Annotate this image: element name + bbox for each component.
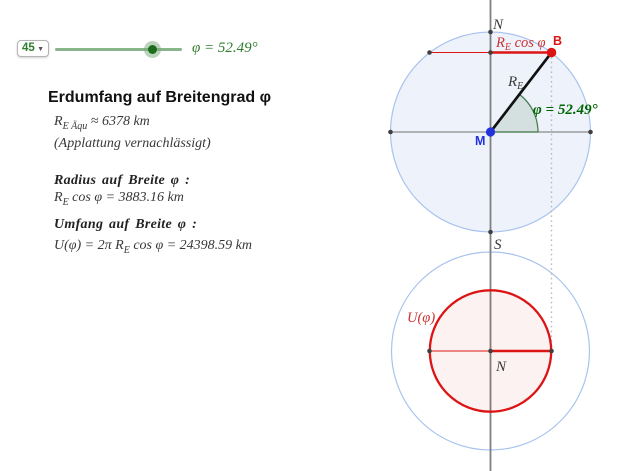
circumference-formula: U(φ) = 2π $R_E$ cos φ = 24398.59 km [54, 238, 252, 256]
equator-right-dot [588, 130, 593, 135]
equator-left-dot [388, 130, 393, 135]
point-b-label: B [553, 34, 563, 48]
point-m [486, 127, 495, 136]
re-cos-phi-label: $R_E$ cos φ [496, 35, 546, 53]
latitude-left-dot [427, 50, 432, 55]
circumference-center-label: N [496, 359, 507, 375]
circumference-left-dot [427, 349, 432, 354]
point-b[interactable] [547, 48, 557, 58]
point-m-label: M [475, 134, 486, 148]
chevron-down-icon: ▼ [37, 46, 44, 53]
re-label: $R_E$ [508, 74, 524, 92]
u-phi-label: U(φ) [407, 310, 436, 326]
south-pole-dot [488, 230, 493, 235]
dropdown-value: 45 [22, 41, 35, 54]
south-pole-label: S [494, 237, 502, 253]
circumference-right-dot [549, 349, 554, 354]
latitude-axis-dot [488, 50, 493, 55]
circumference-heading: Umfang auf Breite φ : [54, 217, 198, 232]
page-title: Erdumfang auf Breitengrad φ [48, 89, 272, 106]
angle-value-label: φ = 52.49° [533, 102, 598, 118]
radius-heading: Radius auf Breite φ : [54, 173, 191, 188]
flattening-note: (Applattung vernachlässigt) [54, 136, 211, 151]
circumference-center-dot [488, 349, 493, 354]
phi-slider-value-label: φ = 52.49° [192, 40, 258, 56]
equator-radius-line: $R_{E Äqu} \approx 6378$ km [54, 114, 150, 132]
north-pole-label: N [493, 17, 504, 33]
radius-formula: $R_E$ cos φ = 3883.16 km [54, 190, 184, 208]
